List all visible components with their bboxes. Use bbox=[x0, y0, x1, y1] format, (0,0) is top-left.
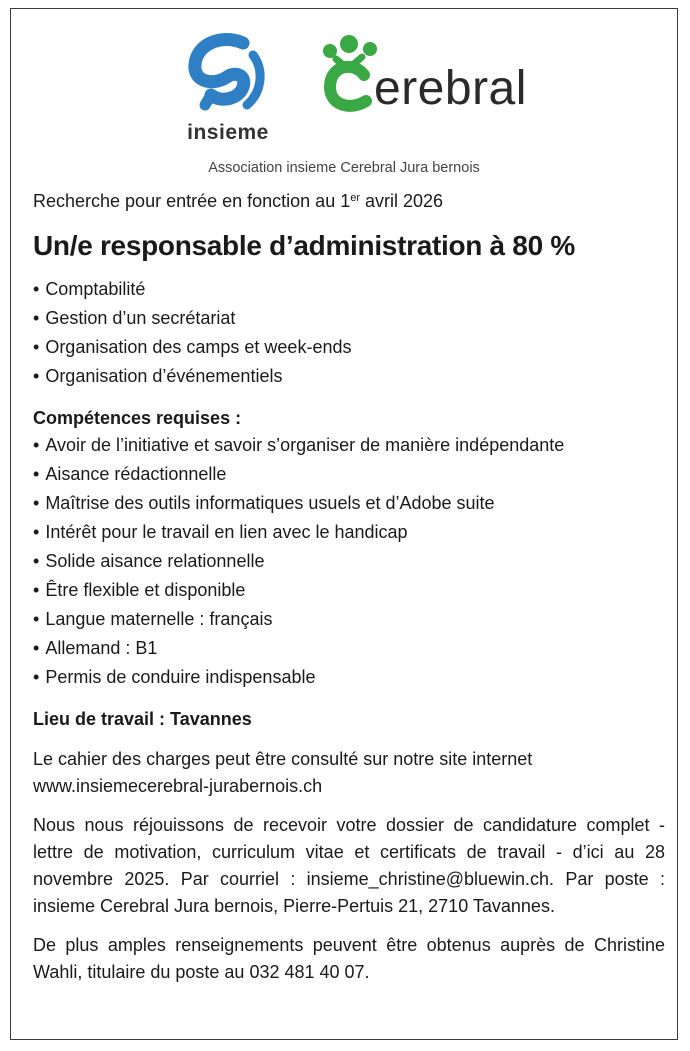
cerebral-wordmark: erebral bbox=[374, 62, 527, 115]
list-item: • Langue maternelle : français bbox=[33, 609, 273, 629]
list-item: • Organisation des camps et week-ends bbox=[33, 337, 352, 357]
association-name: Association insieme Cerebral Jura bernois bbox=[208, 160, 480, 176]
list-item: • Maîtrise des outils informatiques usuels et d’Adobe suite bbox=[33, 493, 495, 513]
intro-date: avril 2026 bbox=[360, 191, 444, 211]
website-link[interactable]: www.insiemecerebral-jurabernois.ch bbox=[33, 776, 323, 796]
insieme-logo bbox=[181, 31, 271, 151]
list-item: • Solide aisance relationnelle bbox=[33, 551, 265, 571]
skills-heading: Compétences requises : bbox=[33, 408, 242, 428]
workplace-heading: Lieu de travail : Tavannes bbox=[33, 709, 252, 729]
insieme-swirl-icon bbox=[181, 31, 271, 121]
list-item: • Intérêt pour le travail en lien avec le handicap bbox=[33, 522, 408, 542]
list-item: • Aisance rédactionnelle bbox=[33, 464, 227, 484]
list-item: • Comptabilité bbox=[33, 279, 146, 299]
list-item: • Être flexible et disponible bbox=[33, 580, 246, 600]
insieme-wordmark: insieme bbox=[187, 121, 269, 144]
logo-header bbox=[11, 9, 677, 189]
intro-text: Recherche pour entrée en fonction au 1 bbox=[33, 191, 351, 211]
list-item: • Avoir de l’initiative et savoir s’organiser de manière indépendante bbox=[33, 435, 565, 455]
job-title: Un/e responsable d’administration à 80 % bbox=[33, 230, 575, 261]
task-list bbox=[33, 275, 665, 391]
cerebral-logo bbox=[316, 31, 546, 131]
list-item: • Permis de conduire indispensable bbox=[33, 667, 316, 687]
application-paragraph: Nous nous réjouissons de recevoir votre dossier de candidature complet - lettre de motivation, curriculum vitae et certificats de travail - d’ici au 28 novembre 2025. Par courriel : insieme_christine@bluewin.ch. Par poste : insieme Cerebral Jura bernois, Pierre-Pertuis 21, 2710 Tavannes. bbox=[33, 815, 665, 916]
intro-superscript: er bbox=[350, 192, 360, 204]
list-item: • Organisation d’événementiels bbox=[33, 366, 283, 386]
list-item: • Allemand : B1 bbox=[33, 638, 158, 658]
job-ad-frame bbox=[10, 8, 678, 1040]
specs-line: Le cahier des charges peut être consulté sur notre site internet bbox=[33, 749, 533, 769]
contact-paragraph: De plus amples renseignements peuvent être obtenus auprès de Christine Wahli, titulaire du poste au 032 481 40 07. bbox=[33, 935, 665, 982]
skills-list bbox=[33, 431, 665, 692]
ad-body bbox=[33, 189, 665, 986]
list-item: • Gestion d’un secrétariat bbox=[33, 308, 236, 328]
start-date-line bbox=[33, 189, 665, 213]
